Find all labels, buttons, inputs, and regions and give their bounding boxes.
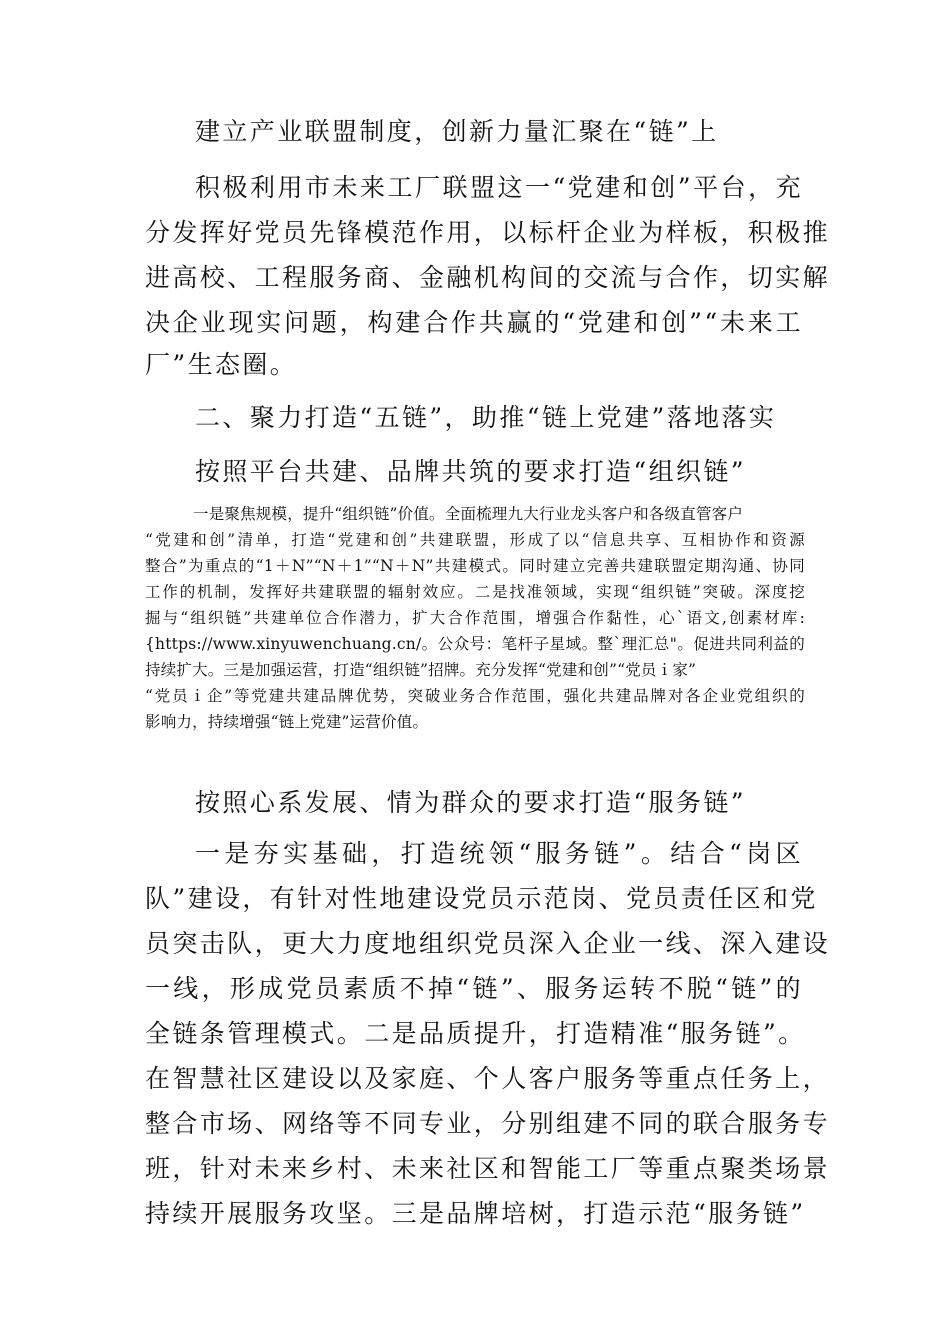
paragraph-line: 一线，形成党员素质不掉“链”、服务运转不脱“链”的 xyxy=(145,974,803,1003)
paragraph-line: “党建和创”清单，打造“党建和创”共建联盟，形成了以“信息共享、互相协作和资源 xyxy=(145,531,805,549)
paragraph-line: 在智慧社区建设以及家庭、个人客户服务等重点任务上， xyxy=(145,1064,831,1093)
paragraph-line: 分发挥好党员先锋模范作用，以标杆企业为样板，积极推 xyxy=(145,218,831,247)
section-heading: 建立产业联盟制度，创新力量汇聚在“链”上 xyxy=(195,117,719,146)
paragraph-line: “党员ｉ企”等党建共建品牌优势，突破业务合作范围，强化共建品牌对各企业党组织的 xyxy=(145,687,805,705)
paragraph-line: 班，针对未来乡村、未来社区和智能工厂等重点聚类场景 xyxy=(145,1154,831,1183)
paragraph-line: 持续开展服务攻坚。三是品牌培树，打造示范“服务链” xyxy=(145,1199,806,1228)
paragraph-line: 持续扩大。三是加强运营，打造“组织链”招牌。充分发挥“党建和创”“党员ｉ家” xyxy=(145,661,697,679)
paragraph-line: 进高校、工程服务商、金融机构间的交流与合作，切实解 xyxy=(145,263,831,292)
paragraph-line: 整合”为重点的“1＋N”“N＋1”“N＋N”共建模式。同时建立完善共建联盟定期沟通、协同 xyxy=(145,557,805,575)
section-heading: 二、聚力打造“五链”，助推“链上党建”落地落实 xyxy=(195,403,777,432)
paragraph-line: 掘与“组织链”共建单位合作潜力，扩大合作范围，增强合作黏性，心`语文,创素材库: xyxy=(145,609,805,627)
paragraph-line: 员突击队，更大力度地组织党员深入企业一线、深入建设 xyxy=(145,929,831,958)
subsection-heading: 按照心系发展、情为群众的要求打造“服务链” xyxy=(195,788,746,817)
paragraph-line: 工作的机制，发挥好共建联盟的辐射效应。二是找准领域，实现“组织链”突破。深度挖 xyxy=(145,583,805,601)
paragraph-line: 整合市场、网络等不同专业，分别组建不同的联合服务专 xyxy=(145,1109,831,1138)
paragraph-line: 一是夯实基础，打造统领“服务链”。结合“岗区 xyxy=(195,839,803,868)
paragraph-line: 一是聚焦规模，提升“组织链”价值。全面梳理九大行业龙头客户和各级直管客户 xyxy=(193,505,744,523)
paragraph-line: 积极利用市未来工厂联盟这一“党建和创”平台，充 xyxy=(195,173,803,202)
paragraph-line: {https://www.xinyuwenchuang.cn/。公众号：笔杆子星域。整`理汇总"。促进共同利益的 xyxy=(145,635,805,653)
paragraph-line: 队”建设，有针对性地建设党员示范岗、党员责任区和党 xyxy=(145,884,818,913)
paragraph-line: 厂”生态圈。 xyxy=(145,350,298,379)
subsection-heading: 按照平台共建、品牌共筑的要求打造“组织链” xyxy=(195,457,746,486)
paragraph-line: 影响力，持续增强“链上党建”运营价值。 xyxy=(145,713,429,731)
paragraph-line: 决企业现实问题，构建合作共赢的“党建和创”“未来工 xyxy=(145,308,803,337)
paragraph-line: 全链条管理模式。二是品质提升，打造精准“服务链”。 xyxy=(145,1019,806,1048)
